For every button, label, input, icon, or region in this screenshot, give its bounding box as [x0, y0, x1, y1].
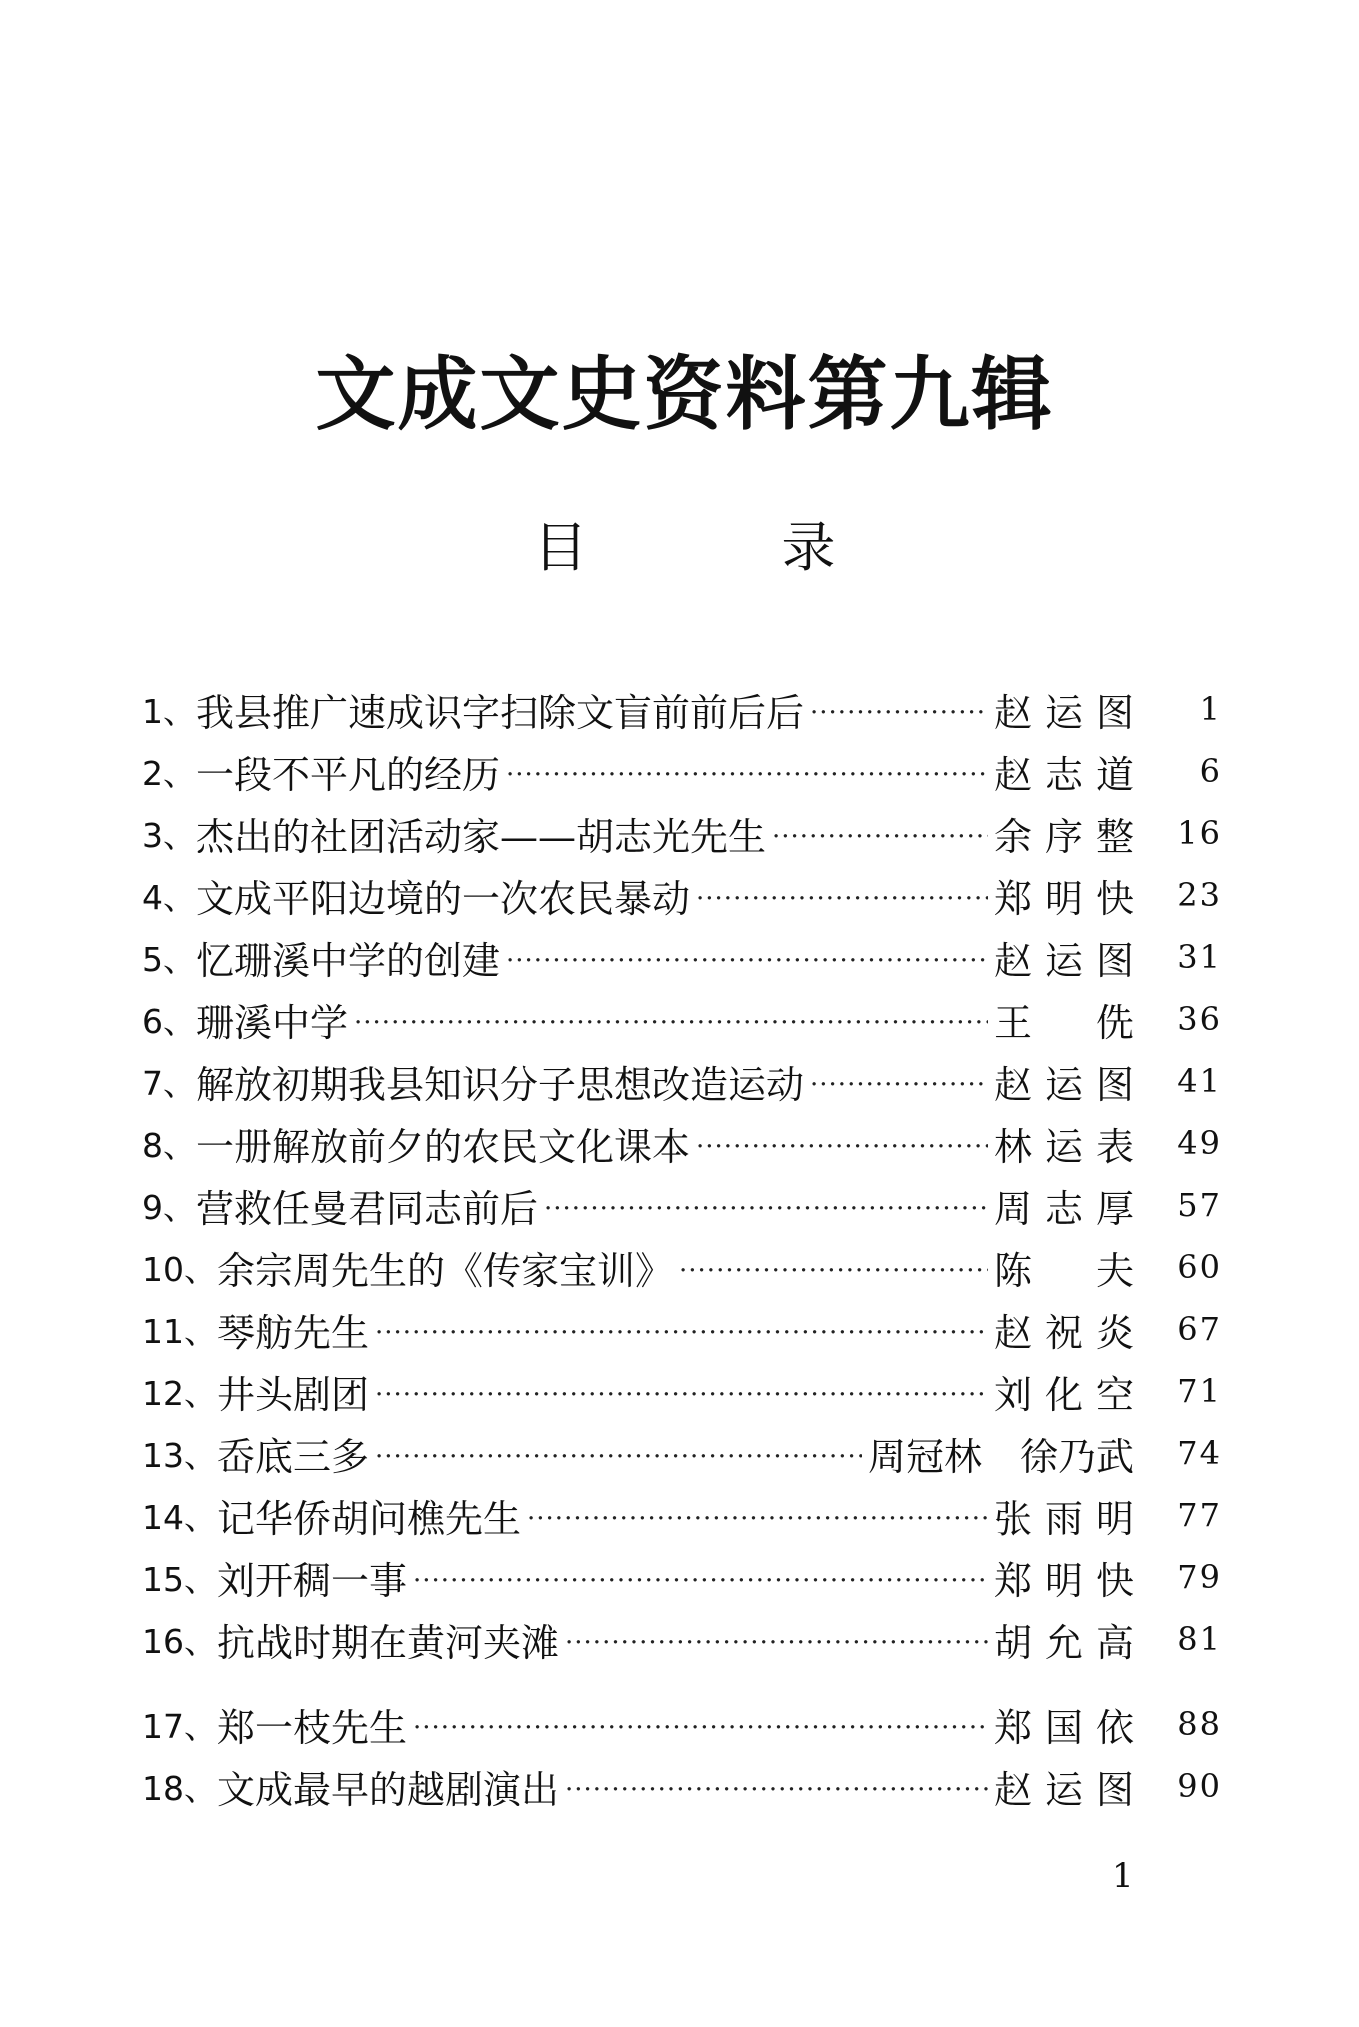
- entry-author: 余序整: [994, 814, 1134, 859]
- toc-entry[interactable]: [142, 1050, 1222, 1112]
- toc-entry[interactable]: [142, 802, 1222, 864]
- toc-entry[interactable]: [142, 1484, 1222, 1546]
- entry-number: 14、: [142, 1497, 217, 1537]
- entry-page: 41: [1177, 1062, 1222, 1100]
- dot-leader: [375, 1380, 988, 1410]
- dot-leader: [527, 1504, 988, 1534]
- entry-author: 赵祝炎: [994, 1310, 1134, 1355]
- entry-number: 3、: [142, 815, 196, 855]
- entry-page: 57: [1177, 1186, 1222, 1224]
- page-number: 1: [1112, 1856, 1134, 1896]
- entry-number: 4、: [142, 877, 196, 917]
- entry-author: 王 侁: [994, 1000, 1134, 1045]
- toc-entry[interactable]: [142, 1236, 1222, 1298]
- entry-number: 8、: [142, 1125, 196, 1165]
- entry-page: 31: [1177, 938, 1222, 976]
- entry-title: 一册解放前夕的农民文化课本: [196, 1124, 691, 1169]
- toc-entry[interactable]: [142, 864, 1222, 926]
- entry-author: 赵运图: [994, 690, 1134, 735]
- toc-entry[interactable]: [142, 1693, 1222, 1755]
- entry-title: 刘开稠一事: [217, 1558, 408, 1603]
- dot-leader: [375, 1442, 862, 1472]
- dot-leader: [772, 822, 988, 852]
- entry-page: 79: [1177, 1558, 1222, 1596]
- entry-number: 10、: [142, 1249, 217, 1289]
- entry-title: 余宗周先生的《传家宝训》: [217, 1248, 674, 1293]
- dot-leader: [413, 1713, 988, 1743]
- entry-number: 7、: [142, 1063, 196, 1103]
- toc-entry[interactable]: [142, 1360, 1222, 1422]
- entry-page: 1: [1199, 690, 1222, 728]
- dot-leader: [696, 884, 988, 914]
- entry-author: 周志厚: [994, 1186, 1134, 1231]
- dot-leader: [354, 1008, 988, 1038]
- entry-title: 解放初期我县知识分子思想改造运动: [196, 1062, 805, 1107]
- entry-number: 18、: [142, 1768, 217, 1808]
- entry-page: 16: [1177, 814, 1222, 852]
- entry-author: 赵志道: [994, 752, 1134, 797]
- dot-leader: [810, 698, 988, 728]
- book-title: 文成文史资料第九辑: [315, 348, 1054, 441]
- entry-title: 文成平阳边境的一次农民暴动: [196, 876, 691, 921]
- entry-title: 一段不平凡的经历: [196, 752, 501, 797]
- dot-leader: [375, 1318, 988, 1348]
- dot-leader: [544, 1194, 988, 1224]
- dot-leader: [810, 1070, 988, 1100]
- entry-number: 12、: [142, 1373, 217, 1413]
- toc-entry[interactable]: [142, 1112, 1222, 1174]
- entry-page: 23: [1177, 876, 1222, 914]
- entry-author: 郑明快: [994, 1558, 1134, 1603]
- entry-page: 60: [1177, 1248, 1222, 1286]
- entry-author: 赵运图: [994, 938, 1134, 983]
- toc-entry[interactable]: [142, 1755, 1222, 1817]
- toc-entry[interactable]: [142, 740, 1222, 802]
- entry-number: 13、: [142, 1435, 217, 1475]
- dot-leader: [413, 1566, 988, 1596]
- entry-author: 郑明快: [994, 876, 1134, 921]
- entry-page: 81: [1177, 1620, 1222, 1658]
- entry-page: 49: [1177, 1124, 1222, 1162]
- entry-number: 1、: [142, 691, 196, 731]
- entry-number: 6、: [142, 1001, 196, 1041]
- entry-number: 2、: [142, 753, 196, 793]
- entry-title: 珊溪中学: [196, 1000, 349, 1045]
- toc-entry[interactable]: [142, 1546, 1222, 1608]
- dot-leader: [506, 946, 988, 976]
- entry-page: 71: [1177, 1372, 1222, 1410]
- toc-entry[interactable]: [142, 1422, 1222, 1484]
- entry-page: 6: [1199, 752, 1222, 790]
- entry-title: 杰出的社团活动家——胡志光先生: [196, 814, 767, 859]
- entry-title: 郑一枝先生: [217, 1705, 408, 1750]
- toc-entry[interactable]: [142, 678, 1222, 740]
- entry-page: 90: [1177, 1767, 1222, 1805]
- entry-title: 记华侨胡问樵先生: [217, 1496, 522, 1541]
- entry-title: 我县推广速成识字扫除文盲前前后后: [196, 690, 805, 735]
- entry-number: 16、: [142, 1621, 217, 1661]
- dot-leader: [565, 1775, 988, 1805]
- toc-entry[interactable]: [142, 1298, 1222, 1360]
- entry-author: 赵运图: [994, 1767, 1134, 1812]
- entry-page: 74: [1177, 1434, 1222, 1472]
- toc-heading: 目 录: [533, 516, 906, 579]
- entry-number: 17、: [142, 1706, 217, 1746]
- entry-page: 88: [1177, 1705, 1222, 1743]
- dot-leader: [565, 1628, 988, 1658]
- toc-entry[interactable]: [142, 988, 1222, 1050]
- entry-page: 67: [1177, 1310, 1222, 1348]
- entry-author: 胡允高: [994, 1620, 1134, 1665]
- dot-leader: [679, 1256, 988, 1286]
- entry-author: 周冠林 徐乃武: [867, 1434, 1134, 1479]
- entry-number: 11、: [142, 1311, 217, 1351]
- entry-title: 营救任曼君同志前后: [196, 1186, 539, 1231]
- entry-author: 张雨明: [994, 1496, 1134, 1541]
- entry-number: 9、: [142, 1187, 196, 1227]
- entry-title: 文成最早的越剧演出: [217, 1767, 560, 1812]
- entry-title: 井头剧团: [217, 1372, 370, 1417]
- dot-leader: [696, 1132, 988, 1162]
- entry-author: 郑国依: [994, 1705, 1134, 1750]
- entry-title: 抗战时期在黄河夹滩: [217, 1620, 560, 1665]
- entry-author: 赵运图: [994, 1062, 1134, 1107]
- entry-page: 77: [1177, 1496, 1222, 1534]
- entry-number: 15、: [142, 1559, 217, 1599]
- entry-page: 36: [1177, 1000, 1222, 1038]
- entry-title: 琴舫先生: [217, 1310, 370, 1355]
- entry-title: 岙底三多: [217, 1434, 370, 1479]
- entry-author: 林运表: [994, 1124, 1134, 1169]
- entry-author: 陈 夫: [994, 1248, 1134, 1293]
- toc-entry[interactable]: [142, 926, 1222, 988]
- toc-entry[interactable]: [142, 1174, 1222, 1236]
- toc-entry[interactable]: [142, 1608, 1222, 1670]
- dot-leader: [506, 760, 988, 790]
- entry-number: 5、: [142, 939, 196, 979]
- entry-title: 忆珊溪中学的创建: [196, 938, 501, 983]
- entry-author: 刘化空: [994, 1372, 1134, 1417]
